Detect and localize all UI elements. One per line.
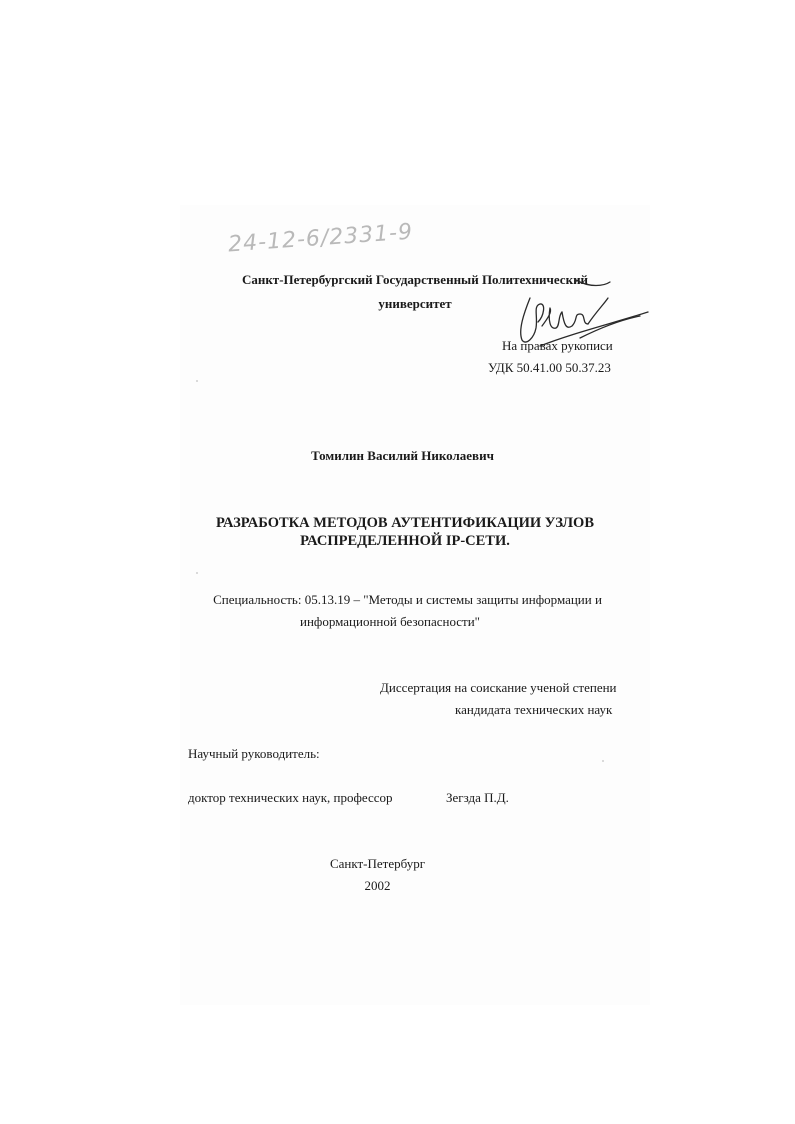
scan-speck	[196, 380, 198, 382]
udc-code: УДК 50.41.00 50.37.23	[488, 360, 611, 375]
city: Санкт-Петербург	[329, 856, 426, 871]
scan-speck	[196, 572, 198, 574]
manuscript-rights-note: На правах рукописи	[502, 338, 613, 353]
specialty-line1: Специальность: 05.13.19 – "Методы и системы защиты информации и	[213, 592, 602, 607]
scan-speck	[602, 760, 604, 762]
institution-name-line1: Санкт-Петербургский Государственный Политехнический	[241, 272, 589, 287]
dissertation-title: РАЗРАБОТКА МЕТОДОВ АУТЕНТИФИКАЦИИ УЗЛОВ РАСПРЕДЕЛЕННОЙ IP-СЕТИ.	[215, 515, 595, 549]
institution-name-line2: университет	[378, 296, 452, 311]
year: 2002	[364, 878, 391, 893]
author-name: Томилин Василий Николаевич	[311, 448, 494, 463]
specialty-line2: информационной безопасности"	[299, 614, 480, 629]
dissertation-degree-line2: кандидата технических наук	[455, 702, 613, 717]
supervisor-name: Зегзда П.Д.	[446, 790, 509, 805]
handwritten-archive-code: 24-12-6/2331-9	[227, 219, 414, 258]
supervisor-degree: доктор технических наук, профессор	[188, 790, 393, 805]
dissertation-degree-line1: Диссертация на соискание ученой степени	[380, 680, 617, 695]
supervisor-label: Научный руководитель:	[188, 746, 320, 761]
handwritten-signature	[500, 268, 650, 358]
